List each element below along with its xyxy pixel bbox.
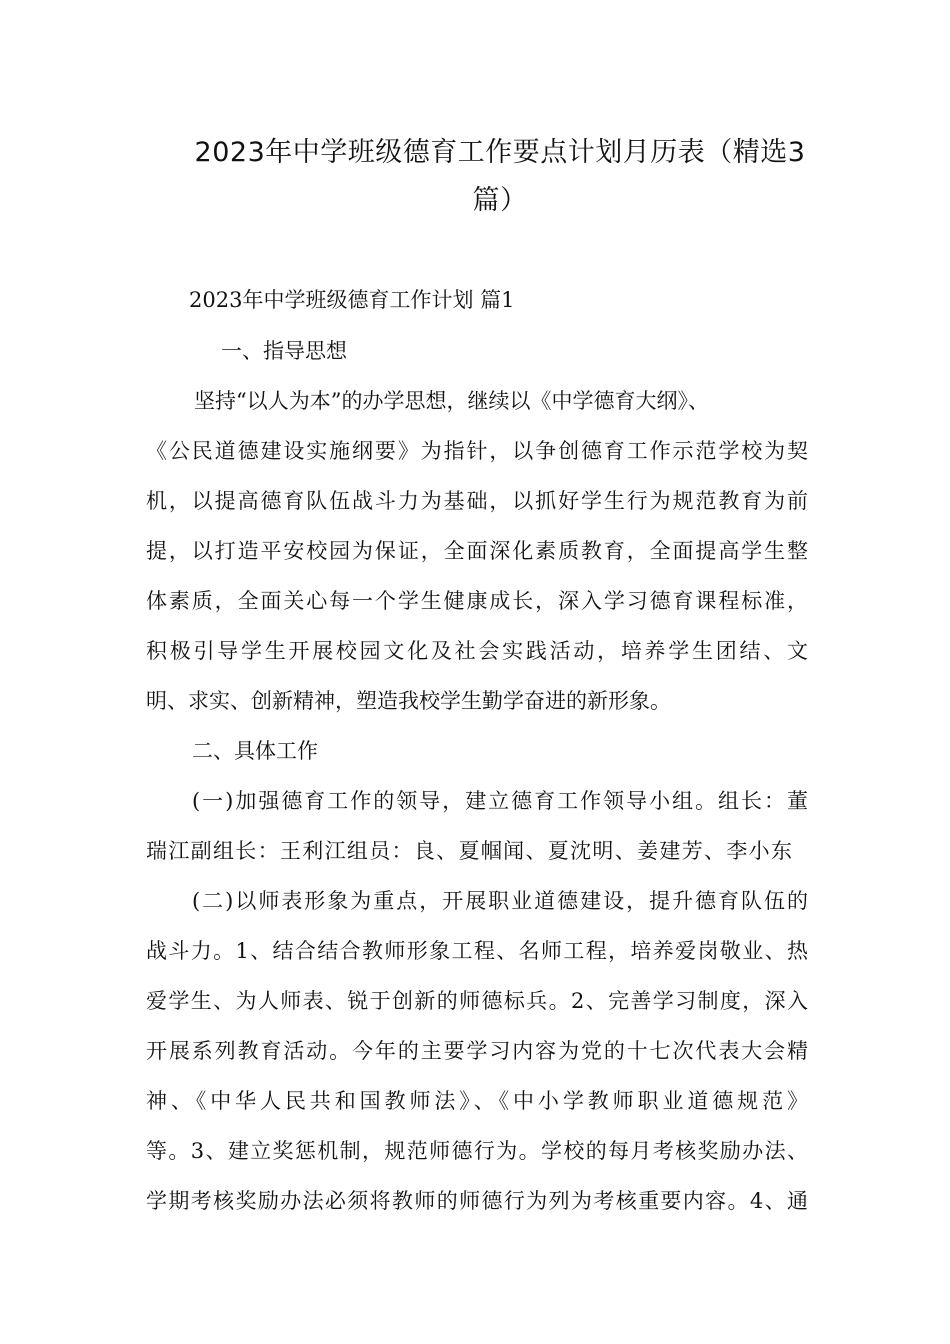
paragraph-line: 爱学生、为人师表、锐于创新的师德标兵。2、完善学习制度，深入 <box>146 989 808 1013</box>
paragraph-line: 神、《中华人民共和国教师法》、《中小学教师职业道德规范》 <box>146 1089 808 1113</box>
paragraph-line: 提，以打造平安校园为保证，全面深化素质教育，全面提高学生整 <box>146 539 808 563</box>
document-title-line-1: 2023年中学班级德育工作要点计划月历表（精选3 <box>194 137 806 168</box>
heading-specific-work: 二、具体工作 <box>192 739 318 763</box>
heading-guiding-ideology: 一、指导思想 <box>221 339 347 363</box>
paragraph-line: 积极引导学生开展校园文化及社会实践活动，培养学生团结、文 <box>146 639 808 663</box>
paragraph-line: 瑞江副组长：王利江组员：良、夏帼闻、夏沈明、姜建芳、李小东 <box>146 839 792 863</box>
section-heading: 2023年中学班级德育工作计划 篇1 <box>189 288 515 312</box>
paragraph-line: 《公民道德建设实施纲要》为指针，以争创德育工作示范学校为契 <box>146 439 808 463</box>
paragraph-line: 明、求实、创新精神，塑造我校学生勤学奋进的新形象。 <box>146 689 671 713</box>
paragraph-line: 学期考核奖励办法必须将教师的师德行为列为考核重要内容。4、通 <box>146 1189 808 1213</box>
paragraph-line: (二)以师表形象为重点，开展职业道德建设，提升德育队伍的 <box>192 889 808 913</box>
paragraph-line: 等。3、建立奖惩机制，规范师德行为。学校的每月考核奖励办法、 <box>146 1139 808 1163</box>
paragraph-line: (一)加强德育工作的领导，建立德育工作领导小组。组长：董 <box>192 789 808 813</box>
paragraph-line: 机，以提高德育队伍战斗力为基础，以抓好学生行为规范教育为前 <box>146 489 808 513</box>
paragraph-line: 战斗力。1、结合结合教师形象工程、名师工程，培养爱岗敬业、热 <box>146 939 808 963</box>
paragraph-line: 坚持“以人为本”的办学思想，继续以《中学德育大纲》、 <box>194 389 709 413</box>
paragraph-line: 开展系列教育活动。今年的主要学习内容为党的十七次代表大会精 <box>146 1039 808 1063</box>
paragraph-line: 体素质，全面关心每一个学生健康成长，深入学习德育课程标准， <box>146 589 808 613</box>
document-title-line-2: 篇） <box>472 185 528 216</box>
